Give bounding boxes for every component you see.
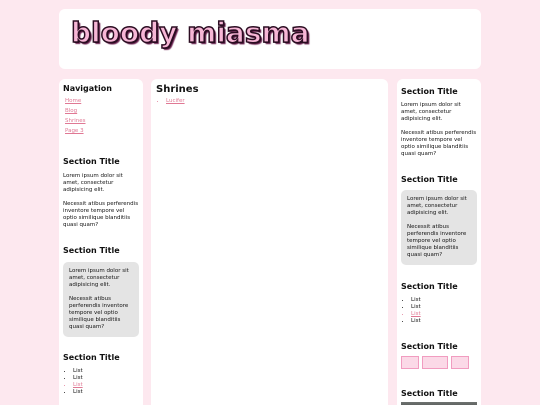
- grey-content-box: [63, 262, 139, 337]
- shrine-list: [156, 98, 185, 105]
- left-section-3: [63, 353, 139, 396]
- nav-link-blog[interactable]: Blog: [65, 108, 78, 114]
- list-item-link[interactable]: • List: [411, 311, 477, 318]
- list-item-link[interactable]: • List: [73, 382, 139, 389]
- button-badge[interactable]: [422, 356, 448, 369]
- site-logo[interactable]: bloody miasma: [71, 16, 310, 49]
- list-item: • List: [73, 389, 139, 396]
- section-title: Section Title: [401, 342, 458, 351]
- nav-link-page-3[interactable]: Page 3: [65, 128, 84, 134]
- list-item: • List: [411, 304, 477, 311]
- section-title: Section Title: [63, 157, 120, 166]
- left-sidebar: [59, 79, 143, 405]
- section-title: Section Title: [401, 175, 458, 184]
- button-badge[interactable]: [401, 356, 419, 369]
- left-section-2: [63, 246, 139, 337]
- navigation-section: [63, 84, 139, 138]
- right-section-5: [401, 389, 477, 405]
- bullet-list: [401, 297, 477, 325]
- page-title: Shrines: [156, 84, 199, 95]
- section-title: Section Title: [63, 246, 120, 255]
- section-text: Lorem ipsum dolor sit amet, consectetur adipisicing elit.: [407, 196, 467, 216]
- button-badge[interactable]: [451, 356, 469, 369]
- section-title: Section Title: [63, 353, 120, 362]
- navigation-title: Navigation: [63, 84, 112, 93]
- section-text: Necessit atibus perferendis inventore tempore vel optio similique blanditiis quasi quam?: [63, 201, 139, 228]
- list-item: • List: [411, 297, 477, 304]
- section-text: Lorem ipsum dolor sit amet, consectetur adipisicing elit.: [63, 173, 123, 193]
- right-section-3: [401, 282, 477, 325]
- site-header: [59, 9, 481, 69]
- right-section-4: [401, 342, 477, 369]
- section-text: Necessit atibus perferendis inventore tempore vel optio similique blanditiis quasi quam?: [69, 296, 129, 330]
- section-title: Section Title: [401, 87, 458, 96]
- right-section-2: [401, 175, 477, 265]
- section-text: Lorem ipsum dolor sit amet, consectetur adipisicing elit.: [401, 102, 461, 122]
- nav-link-home[interactable]: Home: [65, 98, 82, 104]
- section-title: Section Title: [401, 389, 458, 398]
- bullet-list: [63, 368, 139, 396]
- badge-row: [401, 356, 477, 369]
- section-text: Necessit atibus perferendis inventore tempore vel optio similique blanditiis quasi quam?: [407, 224, 467, 258]
- grey-content-box: [401, 190, 477, 265]
- main-content: [151, 79, 388, 405]
- left-section-1: [63, 157, 139, 229]
- section-text: Necessit atibus perferendis inventore tempore vel optio similique blanditiis quasi quam?: [401, 130, 477, 157]
- right-sidebar: [397, 79, 481, 405]
- list-item: • List: [411, 318, 477, 325]
- list-item: • List: [73, 375, 139, 382]
- section-text: Lorem ipsum dolor sit amet, consectetur adipisicing elit.: [69, 268, 129, 288]
- list-item: • List: [73, 368, 139, 375]
- right-section-1: [401, 87, 477, 158]
- section-title: Section Title: [401, 282, 458, 291]
- nav-link-shrines[interactable]: Shrines: [65, 118, 86, 124]
- shrine-link-lucifer[interactable]: • Lucifer: [166, 98, 185, 105]
